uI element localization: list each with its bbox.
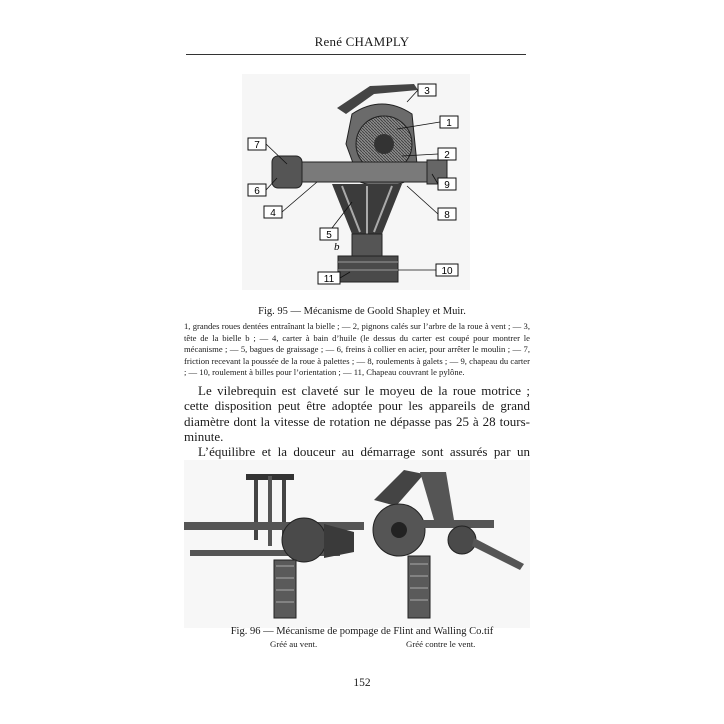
figure-96-left-label: Gréé au vent. bbox=[270, 639, 318, 649]
callout-10: 10 bbox=[441, 266, 453, 277]
figure-96-right-label: Gréé contre le vent. bbox=[406, 639, 476, 649]
callout-1: 1 bbox=[446, 118, 452, 129]
figure-95-caption: Fig. 95 — Mécanisme de Goold Shapley et Muir. bbox=[258, 306, 466, 317]
paragraph-1: Le vilebrequin est claveté sur le moyeu de la roue motrice ; cette disposition peut être adoptée pour les appareils de grand diamètre dont la vitesse de rotation ne dépasse pas 25 à 28 tours-minute. bbox=[184, 383, 530, 444]
page-number: 152 bbox=[353, 677, 371, 689]
figure-95-legend: 1, grandes roues dentées entraînant la bielle ; — 2, pignons calés sur l’arbre de la roue à vent ; — 3, tête de la bielle b ; — 4, carter à bain d’huile (le dessus du carter est coupé pour montrer le mécanisme ; — 5, bagues de graissage ; — 6, freins à collier en acier, pour arrêter le moulin ; — 7, friction recevant la poussée de la roue à palettes ; — 8, roulements à galets ; — 9, chapeau du carter ; — 10, roulement à billes pour l’orientation ; — 11, Chapeau couvrant le pylône. bbox=[184, 321, 530, 378]
paragraph-2: L’équilibre et la douceur au démarrage sont assurés par un bbox=[198, 444, 530, 460]
callout-9: 9 bbox=[444, 180, 450, 191]
callout-3: 3 bbox=[424, 86, 430, 97]
callout-7: 7 bbox=[254, 140, 260, 151]
figure-96-caption: Fig. 96 — Mécanisme de pompage de Flint and Walling Co.tif bbox=[230, 626, 494, 637]
figure-96-illustration bbox=[184, 460, 530, 628]
letter-b: b bbox=[334, 241, 340, 253]
callout-8: 8 bbox=[444, 210, 450, 221]
callout-2: 2 bbox=[444, 150, 450, 161]
header-rule bbox=[186, 54, 526, 55]
callout-11: 11 bbox=[323, 274, 335, 285]
running-header: René CHAMPLY bbox=[314, 34, 410, 49]
callout-5: 5 bbox=[326, 230, 332, 241]
callout-6: 6 bbox=[254, 186, 260, 197]
figure-95-illustration bbox=[242, 74, 470, 290]
callout-4: 4 bbox=[270, 208, 276, 219]
